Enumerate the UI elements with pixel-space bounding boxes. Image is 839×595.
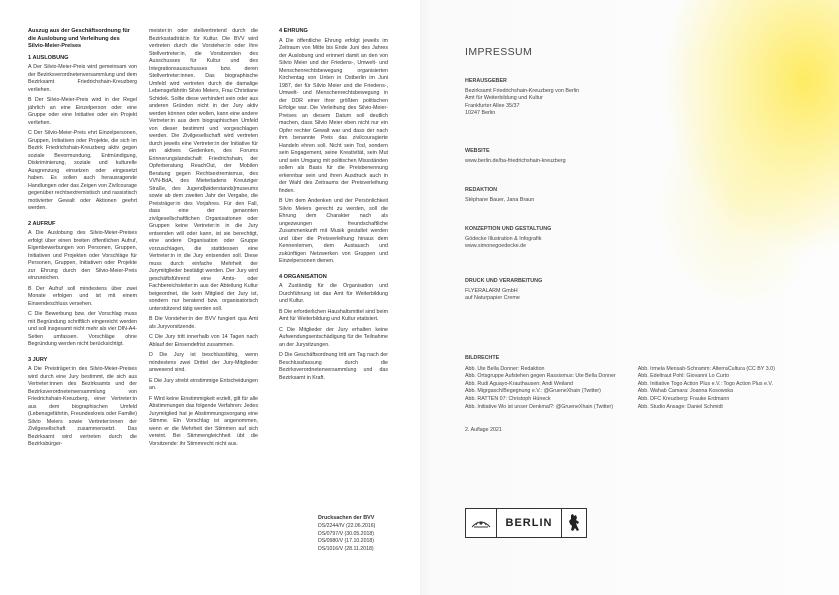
publisher-line: 10247 Berlin [465,110,496,117]
column-1-body [28,55,137,449]
design-block [465,226,551,251]
district-seal-icon [466,509,497,537]
credit-line: Abb. RATTEN 07: Christoph Hüneck [465,395,551,402]
column-1 [28,28,137,452]
print-matter-heading: Drucksachen der BVV [318,515,375,521]
paragraph: B Der Aufruf soll mindestens über zwei Monate erfolgen und ist mit einem Einsendeschluss versehen. [28,285,137,307]
credit-line: Abb. Ortsgruppe Aufstehen gegen Rassismus: Ute Bella Donner [465,373,616,380]
print-matter-item: DS/1016/V (28.11.2018) [318,545,374,552]
publisher-block [465,78,579,118]
paragraph: A Zuständig für die Organisation und Durchführung ist das Amt für Weiterbildung und Kultur. [279,283,388,304]
image-credits [465,355,815,411]
paragraph: B Um dem Andenken und der Persönlichkeit Silvio Meiers gerecht zu werden, soll die Ehrung dem Charakter nach als ungezwungen freundschaftliche Zusammenkunft mit Musik gestaltet werden und über die Preisverleihung hinaus dem Kennenlernen, dem Austausch und zukünftigen Netzwerken von Gruppen und Einzelpersonen dienen. [279,198,388,264]
print-matter-item: DS/2244/IV (22.06.2016) [318,523,376,530]
paragraph: B Die erforderlichen Haushaltsmittel sind beim Amt für Weiterbildung und Kultur etatisiert. [279,308,388,322]
berlin-bear-icon [561,509,586,537]
paragraph: C Der Silvio-Meier-Preis ehrt Einzelpersonen, Gruppen, Initiativen oder Projekte, die sich im Bezirk Friedrichshain-Kreuzberg aktiv gegen soziale Bevormundung, Entmündigung, Diskriminierung, soziale und kulturelle Ausgrenzung einsetzen oder eingesetzt haben. Es sollen auch herausragende Handlungen oder das Zeigen von Zivilcourage gegenüber rechtsextremistisch und rassistisch motivierter Gewalt oder Aktionen geehrt werden. [28,130,137,211]
website-block [465,148,566,165]
paragraph: meister:in oder stellvertretend durch die Bezirksstadträt:in für Kultur. Die BVV wird vertreten durch die Vorsteher:in oder ihre Stellvertreter:in, die Vorsitzenden des Ausschusses für Kultur und des Integrationsausschusses bzw. deren Stellvertreter:innen. Das biographische Umfeld wird vertreten durch die damalige Lebensgefährtin Silvio Meiers, Frau Christiane Schidek. Sollte diese verhindert sein oder aus anderen Gründen nicht in der Jury aktiv werden können oder wollen, kann eine andere Vertreter:in aus dem biographischen Umfeld von dieser bestimmt und vorgeschlagen werden. Die Zivilgesellschaft wird vertreten durch jeweils eine Vertreter:in der Initiative für ein aktives Gedenken, des Forums Erinnerungslandschaft Friedrichshain, der Opferberatung ReachOut, der Mobilen Beratung gegen Rechtsextremismus, des VVN-BdA, des Mieterladens Kreutziger Straße, des Jugend[widerstands]museums sowie ab dem zweiten Jahr der Vergabe, die Preisträger:in des Vorjahres. Für den Fall, dass eine der genannten zivilgesellschaftlichen Organisationen oder Gruppen keine Vertreter:in in die Jury entsenden will oder kann, ist sie berechtigt, eine andere Organisation oder Gruppe vorzuschlagen, die stattdessen eine Vertreter:in in die Jury entsenden soll. Diese muss durch einfache Mehrheit der Jurymitglieder bestätigt werden. Der Jury wird geschäftsführend eine Amts- oder Fachbereichsleiter:in aus der Abteilung Kultur beigeordnet, die kein Mitglied der Jury ist, sondern nur beratend bzw. organisatorisch unterstützend tätig werden soll. [149,28,258,312]
imprint-title: IMPRESSUM [465,46,533,58]
publisher-line: Amt für Weiterbildung und Kultur [465,95,543,102]
document-title: Auszug aus der Geschäftsordnung für die Auslobung und Verleihung des Silvio-Meier-Preises [28,28,130,49]
credits-left-column [465,366,616,412]
paragraph: C Die Jury tritt innerhalb von 14 Tagen nach Ablauf der Einsendefrist zusammen. [149,334,258,348]
column-2-body [149,28,258,448]
printing-block [465,278,542,303]
paragraph: A Der Silvio-Meier-Preis wird gemeinsam von der Bezirksverordnetenversammlung und dem Bezirksamt Friedrichshain-Kreuzberg verliehen. [28,64,137,93]
credit-line: Abb. Initiative Togo Action Plus e.V.: Togo Action Plus e.V. [637,380,773,387]
paragraph: D Die Jury ist beschlussfähig, wenn mindestens zwei Drittel der Jury-Mitglieder anwesend sind. [149,352,258,373]
credit-line: Abb. Edeltraut Pohl: Giovanni Lo Curto [637,373,730,380]
printing-label: DRUCK UND VERARBEITUNG [465,278,543,284]
publisher-line: Bezirksamt Friedrichshain-Kreuzberg von Berlin [465,87,580,94]
print-matter-item: DS/0980/V (17.10.2018) [318,538,374,545]
printing-line: FLYERALARM GmbH [465,287,518,294]
paragraph: B Der Silvio-Meier-Preis wird in der Regel jährlich an eine Einzelperson oder eine Gruppe oder eine Initiative oder ein Projekt verliehen. [28,97,137,126]
credit-line: Abb. Irmela Mensah-Schramm: AlterraCultura (CC BY 3.0) [637,365,775,372]
credit-line: Abb. Studio Ansage: Daniel Schmidt [637,403,723,410]
paragraph: D Die Geschäftsordnung tritt am Tag nach der Beschlussfassung durch die Bezirksverordnetenversammlung und das Bezirksamt in Kraft. [279,352,388,381]
column-3 [279,28,388,385]
section-heading: 2 AUFRUF [28,220,56,227]
section-heading: 3 JURY [28,356,48,363]
credit-line: Abb. Ute Bella Donner: Redaktion [465,365,545,372]
paragraph: E Die Jury strebt einstimmige Entscheidungen an. [149,377,258,391]
design-line: Gödecke Illustration & Infografik [465,235,542,242]
credit-line: Abb. Wahab Camara: Joanna Kosowska [637,388,733,395]
website-label: WEBSITE [465,148,490,154]
credit-line: Abb. Migrgasch/Begegnung e.V.: @GrueneXhain (Twitter) [465,388,601,395]
editorial-line: Stéphane Bauer, Jana Braun [465,196,535,203]
berlin-logo [465,508,587,538]
edition-note: 2. Auflage 2021 [465,427,502,433]
section-heading: 1 AUSLOBUNG [28,54,69,61]
right-page [420,0,839,595]
credit-line: Abb. Initiative Wo ist unser Denkmal?: @GrueneXhain (Twitter) [465,403,614,410]
credit-line: Abb. DFC Kreuzberg: Frauke Erdmann [637,395,730,402]
column-2 [149,28,258,451]
print-matter [318,515,418,553]
column-3-body [279,28,388,382]
paragraph: F Wird keine Einstimmigkeit erzielt, gilt für alle Abstimmungen das folgende Verfahren: Jedes Jurymitglied hat je Abstimmungsvorgang eine Stimme. Ein Vorschlag ist angenommen, wenn er die Mehrheit der Stimmen auf sich vereint. Bei Stimmengleichheit übt die Vorsitzende: ihr Stimmrecht nicht aus. [149,395,258,447]
print-matter-item: DS/0797/V (30.05.2018) [318,530,374,537]
paragraph: B Die Vorsteher:in der BVV fungiert qua Amt als Juryvorsitzende. [149,316,258,330]
editorial-block [465,187,534,204]
website-link[interactable]: www.berlin.de/ba-friedrichshain-kreuzberg [465,157,566,164]
editorial-label: REDAKTION [465,187,498,193]
credits-label: BILDRECHTE [465,355,500,361]
publisher-label: HERAUSGEBER [465,78,507,84]
design-link[interactable]: www.simonegoedecke.de [465,243,527,250]
section-heading: 4 ORGANISATION [279,273,327,280]
design-label: KONZEPTION UND GESTALTUNG [465,226,552,232]
publisher-line: Frankfurter Allee 35/37 [465,102,520,109]
credit-line: Abb. Rudi Aguayo-Krauthausen: Andi Weiland [465,380,573,387]
paragraph: A Die Preisträger:in des Silvio-Meier-Preises wird durch eine Jury bestimmt, die sich aus Vertreter:innen des Bezirksamts und der Bezirksverordnetenversammlung von Friedrichshain-Kreuzberg, einer Vertreter:in aus dem biographischen Umfeld (Lebensgefährtin, Freundeskreis oder Familie) Silvio Meiers sowie Vertreter:innen der Zivilgesellschaft zusammensetzt. Das Bezirksamt wird vertreten durch die Bezirksbürger- [28,366,137,447]
paragraph: C Die Bewerbung bzw. der Vorschlag muss mit Begründung schriftlich eingereicht werden und soll insgesamt nicht mehr als vier DIN-A4-Seiten umfassen. Vorschläge ohne Begründung werden nicht berücksichtigt. [28,311,137,347]
section-heading: 4 EHRUNG [279,28,308,34]
credits-right-column [638,366,775,412]
paragraph: A Die Auslobung des Silvio-Meier-Preises erfolgt über einen breiten öffentlichen Aufruf, Eigenbewerbungen von Personen, Gruppen, Initiativen und Projekten oder Vorschläge für Personen, Gruppen, Initiativen oder Projekte zur Ehrung durch den Silvio-Meier-Preis einzureichen. [28,230,137,281]
paragraph: C Die Mitglieder der Jury erhalten keine Aufwendungsentschädigung für die Teilnahme an der Jurysitzungen. [279,326,388,348]
logo-wordmark: BERLIN [505,517,553,529]
printing-line: auf Naturpapier Creme [465,295,520,302]
paragraph: A Die öffentliche Ehrung erfolgt jeweils im Zeitraum von Mitte bis Ende Juni des Jahres der Auslobung und erinnert damit an den von Silvio Meier und der Friedens-, Umwelt- und Menschenrechtsbewegung organisierten Kirchentag von Unten in Ostberlin im Juni 1987, der für Silvio Meier und die Friedens-, Umwelt- und Menschenrechtsbewegung in der DDR einer ihrer größten politischen Erfolge war. Die Verleihung des Silvio-Meier-Preises an diesem Datum soll deutlich machen, dass Silvio Meier eben nicht nur ein Opfer rechter Gewalt war und dass der nach ihm benannte Preis das zivilcouragierte Handeln ehren soll. Nicht sein Tod, sondern sein Engagement, seine Kreativität, sein Mut und sein Umgang mit politischen Missständen sollen als Basis für die Preisbenennung erkennbar sein und ihren Ausdruck auch in der Wahl des Zeitraums der Preisverleihung finden. [279,37,388,194]
